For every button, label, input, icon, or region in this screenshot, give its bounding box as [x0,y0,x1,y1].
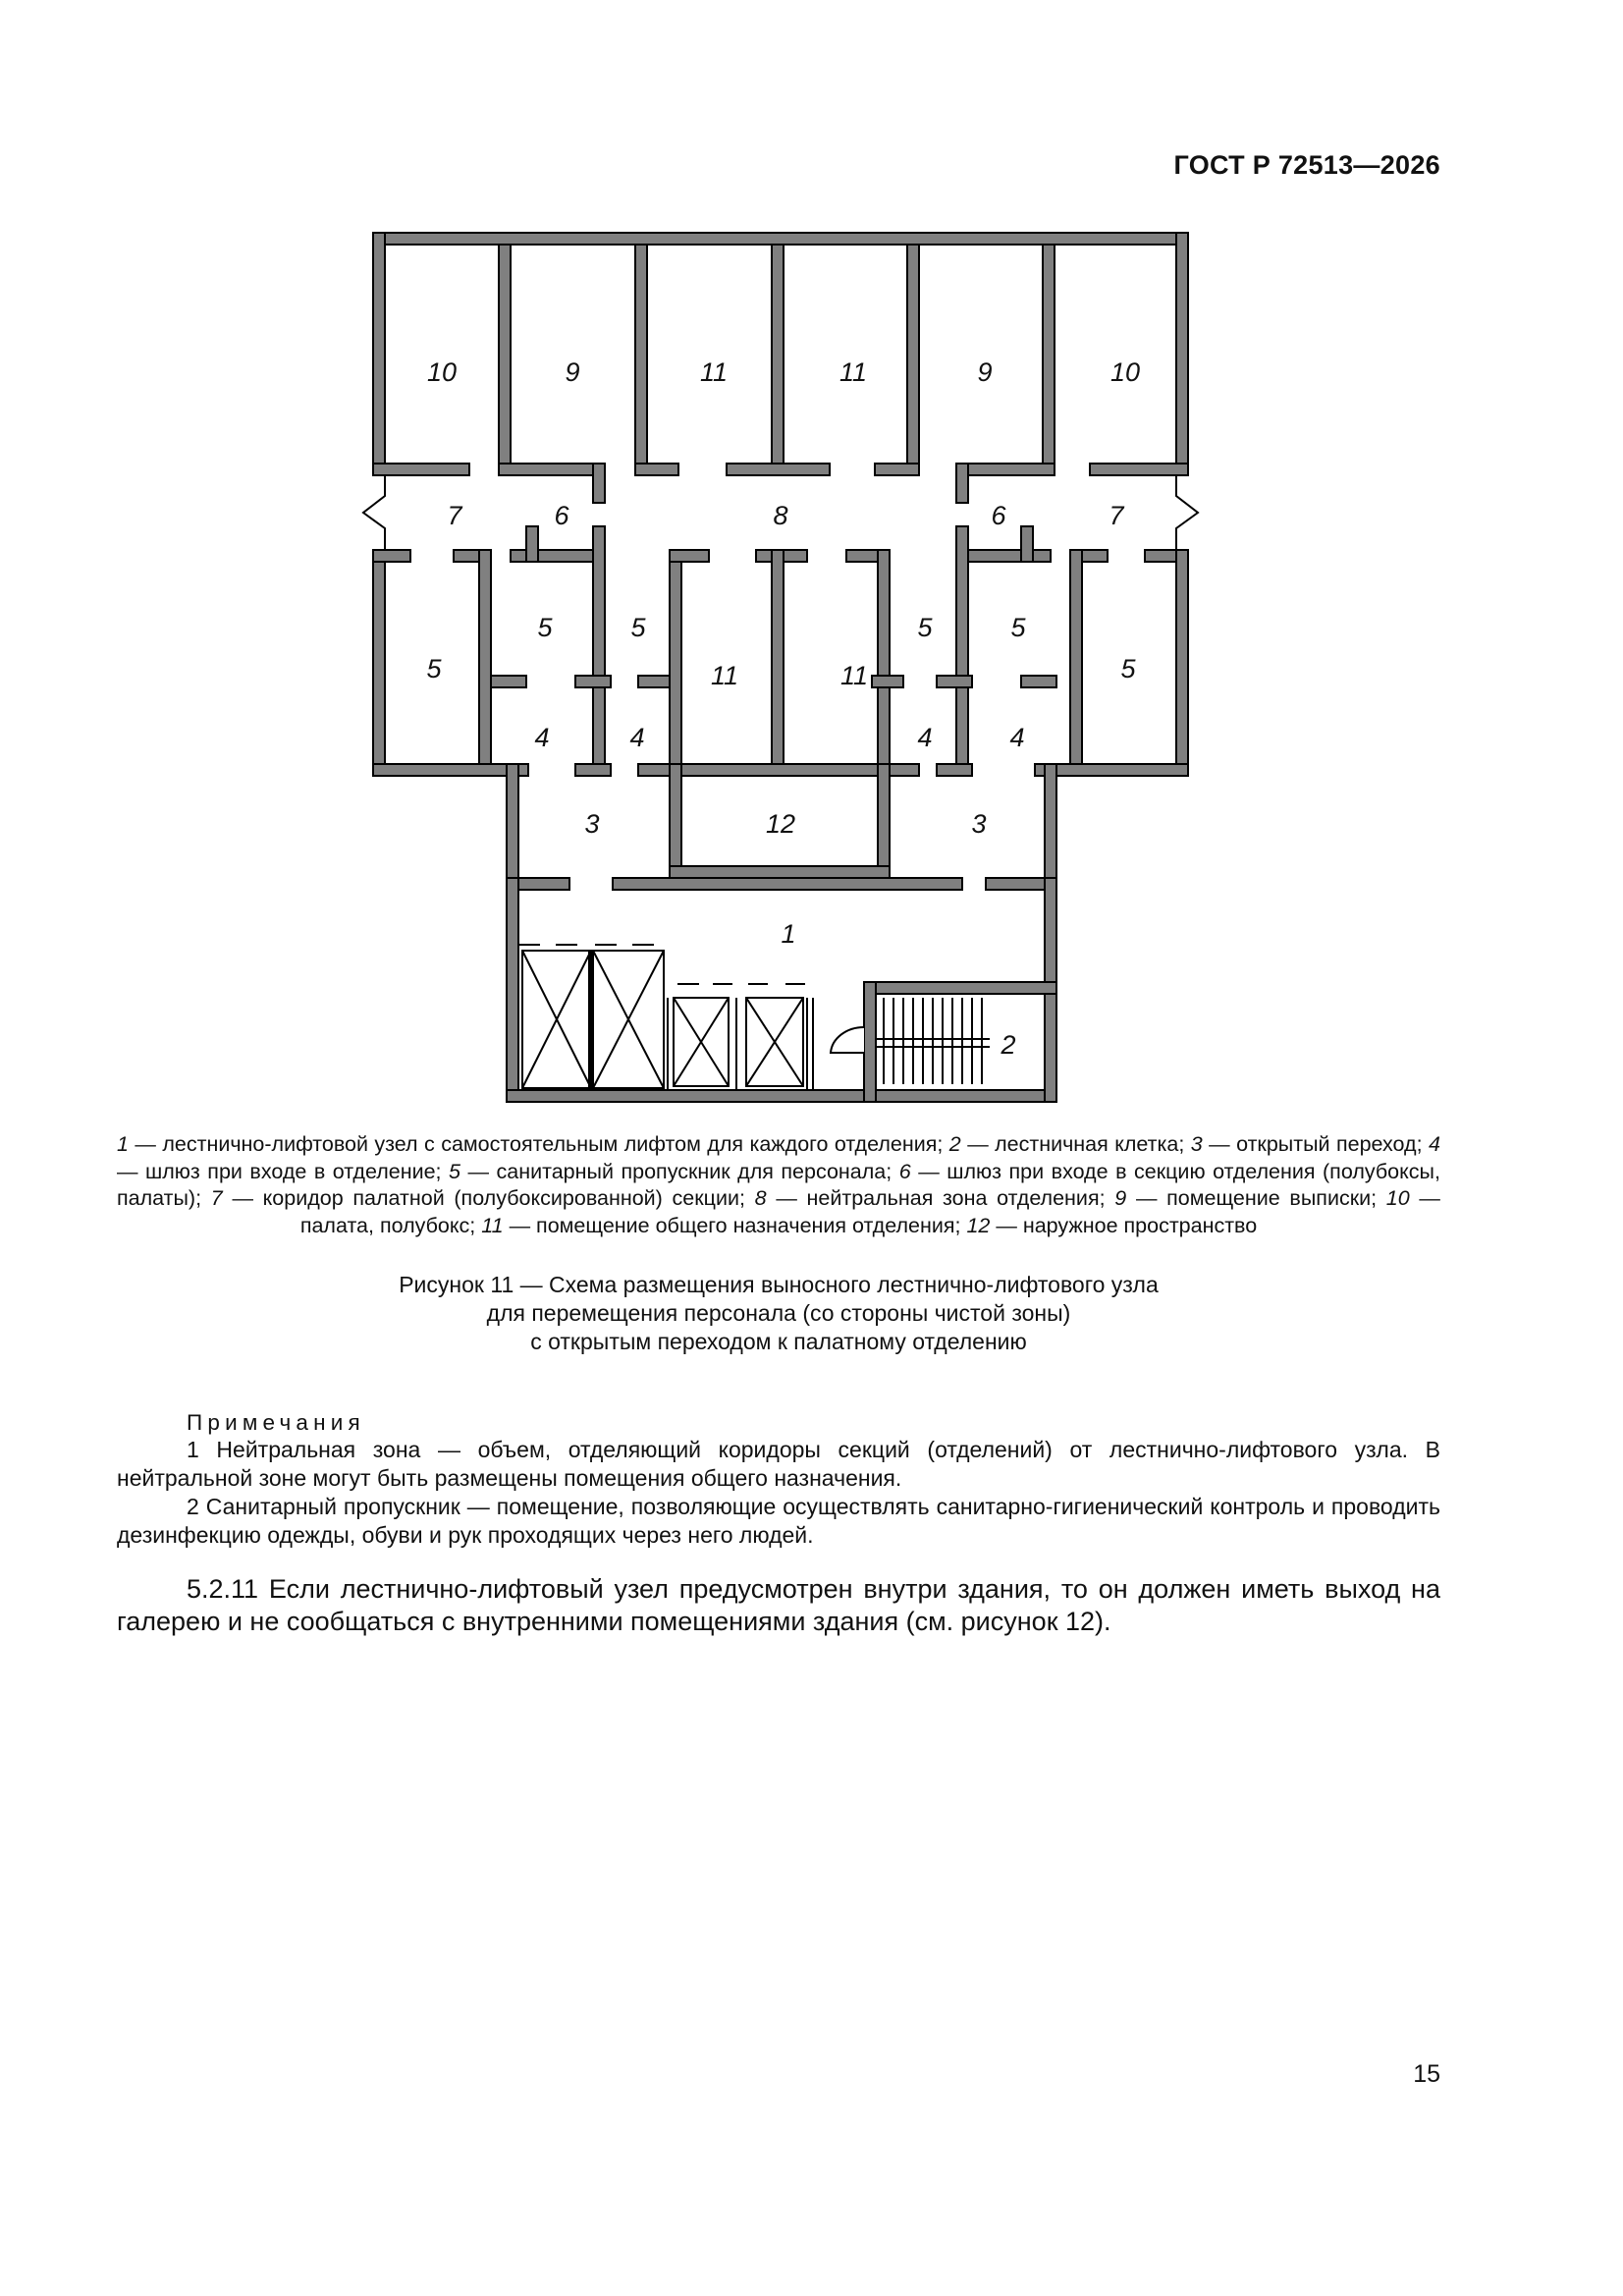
label-sanitary-5-outer-right: 5 [1120,654,1136,683]
legend-text: палата, полубокс; [299,1213,476,1237]
label-room-10-right: 10 [1109,357,1141,387]
stair-door [831,1027,864,1053]
figure-legend: 1 — лестнично-лифтовой узел с самостоятельным лифтом для каждого отделения; 2 — лестничная клетка; 3 — открытый переход; 4 — шлюз при входе в отделение; 5 — санитарный пропускник для персонала; 6 — шлюз при входе в секцию отделения (полубоксы, палаты); 7 — коридор палатной (полубоксированной) секции; 8 — нейтральная зона отделения; 9 — помещение выписки; 10 — палата, полубокс; 11 — помещение общего назначения отделения; 12 — наружное пространство [117,1132,1440,1237]
legend-num: 10 [1385,1186,1410,1210]
legend-text: лестничная клетка; [995,1132,1185,1156]
legend-num: 3 [1190,1132,1203,1156]
caption-line-3: с открытым переходом к палатному отделению [530,1329,1027,1354]
clause-5-2-11: 5.2.11 Если лестнично-лифтовый узел предусмотрен внутри здания, то он должен иметь выход на галерею и не сообщаться с внутренними помещениями здания (см. рисунок 12). [117,1574,1440,1636]
label-sanitary-5-outer-left: 5 [426,654,442,683]
legend-num: 7 [210,1186,223,1210]
page-number: 15 [1413,2060,1440,2088]
label-room-10-left: 10 [426,357,458,387]
building-walls [373,233,1188,1102]
label-open-passage-3-left: 3 [584,809,600,839]
legend-text: открытый переход; [1236,1132,1423,1156]
legend-text: санитарный пропускник для персонала; [496,1159,893,1183]
legend-num: 12 [966,1213,991,1237]
figure-caption [117,1271,1440,1356]
floor-plan-drawing [349,221,1213,1105]
label-sanitary-5-d: 5 [1010,613,1026,642]
lift-shafts [522,951,813,1090]
legend-num: 11 [481,1213,504,1237]
label-neutral-zone-8: 8 [773,501,788,530]
label-sanitary-5-c: 5 [917,613,933,642]
caption-line-2: для перемещения персонала (со стороны чистой зоны) [486,1300,1071,1326]
label-open-passage-3-right: 3 [971,809,987,839]
label-airlock-4-c: 4 [917,723,933,752]
note-2: 2 Санитарный пропускник — помещение, позволяющие осуществлять санитарно-гигиенический контроль и проводить дезинфекцию одежды, обуви и рук проходящих через него людей. [117,1494,1440,1548]
document-header: ГОСТ Р 72513—2026 [1173,150,1440,180]
legend-num: 5 [449,1159,460,1183]
label-room-11-top-left: 11 [699,357,729,387]
label-airlock-4-d: 4 [1009,723,1025,752]
legend-num: 9 [1114,1186,1127,1210]
legend-text: коридор палатной (полубоксированной) секции; [262,1186,745,1210]
legend-text: шлюз при входе в отделение; [145,1159,442,1183]
label-room-9-left: 9 [565,357,580,387]
label-airlock-6-right: 6 [991,501,1006,530]
label-room-11-mid-left: 11 [710,661,739,690]
label-corridor-7-left: 7 [447,501,462,530]
label-room-11-top-right: 11 [839,357,868,387]
legend-num: 2 [948,1132,961,1156]
legend-num: 8 [754,1186,767,1210]
label-airlock-6-left: 6 [554,501,569,530]
legend-text: помещение общего назначения отделения; [536,1213,961,1237]
legend-text: наружное пространство [1022,1213,1258,1237]
legend-num: 4 [1428,1132,1440,1156]
label-stair-lift-node-1: 1 [781,919,796,949]
legend-num: 1 [117,1132,129,1156]
legend-num: 6 [898,1159,911,1183]
label-corridor-7-right: 7 [1109,501,1124,530]
legend-text: лестнично-лифтовой узел с самостоятельным лифтом для каждого отделения; [162,1132,944,1156]
label-sanitary-5-b: 5 [630,613,646,642]
label-sanitary-5-a: 5 [537,613,553,642]
legend-text: помещение выписки; [1166,1186,1378,1210]
label-outdoor-space-12: 12 [765,809,796,839]
label-stairwell-2: 2 [1001,1030,1016,1060]
label-airlock-4-b: 4 [629,723,645,752]
caption-line-1: Рисунок 11 — Схема размещения выносного лестнично-лифтового узла [399,1272,1159,1297]
stair-steps [876,998,990,1084]
notes-title: Примечания [187,1410,365,1435]
legend-text: нейтральная зона отделения; [806,1186,1106,1210]
legend-text: шлюз при входе в секцию отделения (полубоксы, палаты); [117,1159,1440,1210]
label-airlock-4-a: 4 [534,723,550,752]
label-room-9-right: 9 [977,357,993,387]
note-1: 1 Нейтральная зона — объем, отделяющий коридоры секций (отделений) от лестнично-лифтового узла. В нейтральной зоне могут быть размещены помещения общего назначения. [117,1437,1440,1491]
label-room-11-mid-right: 11 [839,661,869,690]
floor-plan-figure [349,221,1213,1110]
